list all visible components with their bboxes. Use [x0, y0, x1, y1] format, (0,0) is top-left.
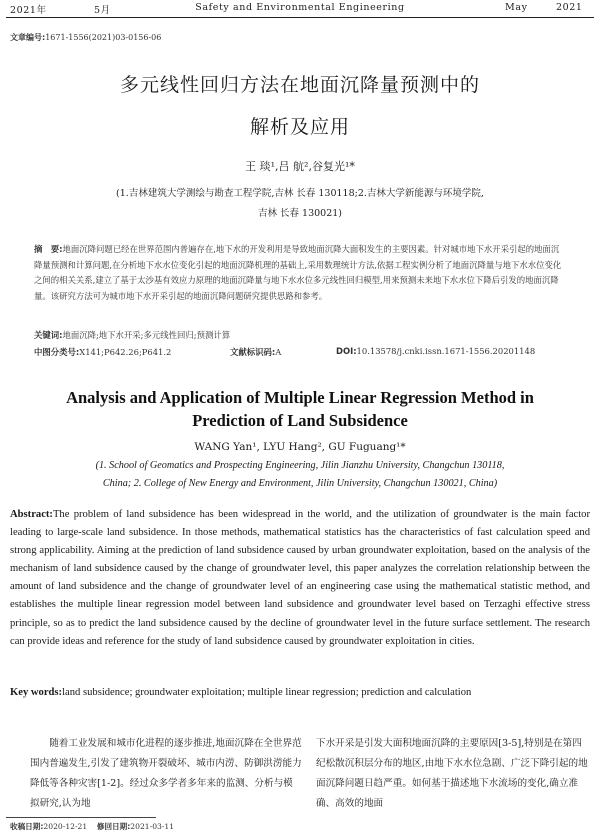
authors-en: WANG Yan¹, LYU Hang², GU Fuguang¹*	[194, 441, 406, 453]
keywords-cn-text: 地面沉降;地下水开采;多元线性回归;预测计算	[62, 330, 231, 340]
clc-value: X141;P642.26;P641.2	[79, 347, 172, 357]
footnote-dates	[10, 821, 174, 832]
affiliation-en-line2-text: China; 2. College of New Energy and Environment, Jilin University, Changchun 130021, China)	[102, 478, 498, 489]
keywords-en	[10, 687, 600, 698]
title-cn-line1: 多元线性回归方法在地面沉降量预测中的	[119, 74, 480, 96]
body-right-column: 下水开采是引发大面积地面沉降的主要原因[3-5],特别是在第四纪松散沉积层分布的地区,由地下水水位急剧、广泛下降引起的地面沉降问题日趋严重。如何基于描述地下水流场的变化,确立准确、高效的地面	[316, 738, 588, 809]
affiliation-en-line1	[0, 460, 600, 471]
running-header	[6, 2, 594, 16]
title-en-line1: Analysis and Application of Multiple Linear Regression Method in	[66, 388, 534, 407]
header-journal: Safety and Environmental Engineering	[195, 2, 405, 13]
keywords-en-text: land subsidence; groundwater exploitation; multiple linear regression; prediction and calculation	[62, 687, 472, 698]
header-year-en: 2021	[556, 2, 583, 13]
body-left-column: 随着工业发展和城市化进程的逐步推进,地面沉降在全世界范围内普遍发生,引发了建筑物开裂破坏、城市内涝、防御洪涝能力降低等各种灾害[1-2]。经过众多学者多年来的监测、分析与模拟研究,认为地	[30, 738, 302, 809]
classification-line	[34, 346, 574, 358]
article-number	[10, 32, 161, 43]
abstract-cn-label: 摘 要:	[34, 244, 63, 254]
affiliation-cn-line1: (1.吉林建筑大学测绘与勘查工程学院,吉林 长春 130118;2.吉林大学新能源与环境学院,	[116, 188, 484, 199]
title-en-line2: Prediction of Land Subsidence	[192, 411, 408, 430]
revised-value: 2021-03-11	[130, 822, 175, 831]
article-number-label: 文章编号:	[10, 33, 46, 42]
header-month: 5月	[94, 5, 111, 16]
abstract-cn-text: 地面沉降问题已经在世界范围内普遍存在,地下水的开发利用是导致地面沉降大面积发生的主要因素。针对城市地下水开采引起的地面沉降量预测和计算问题,在分析地下水水位变化引起的地面沉降机理的基础上,采用数理统计方法,依据工程实例分析了地面沉降量与地下水水位变化之间的相关关系,建立了基于太沙基有效应力原理的地面沉降量与地下水水位多元线性回归模型,用来预测未来地下水水位下降后引发的地面沉降量。该研究方法可为城市地下水开采引起的地面沉降问题研究提供思路和参考。	[34, 244, 562, 301]
abstract-en-text: The problem of land subsidence has been widespread in the world, and the utilization of groundwater is the main factor leading to large-scale land subsidence. In those methods, mathematical statistics has the characteristics of fast calculation speed and strong applicability. Aiming at the prediction of land subsidence caused by urban groundwater exploitation, based on the analysis of the mechanism of land subsidence caused by the change of groundwater level, this paper analyzes the correlation relationship between the amount of land subsidence and the change of groundwater level of an engineering case using the mathematical statistic method, and establishes the multiple linear regression model between land subsidence and groundwater level based on Terzaghi effective stress principle, so as to predict the land subsidence caused by the decline of groundwater level in the future surface settlement. The research can provide ideas and reference for the study of land subsidence caused by groundwater exploitation in cities.	[10, 509, 590, 647]
doc-code-label: 文献标识码:	[230, 347, 276, 357]
received-value: 2020-12-21	[43, 822, 88, 831]
revised-label: 修回日期:	[96, 822, 131, 831]
affiliation-en-line2	[0, 478, 600, 489]
header-month-en: May	[505, 2, 528, 13]
received-label: 收稿日期:	[10, 822, 44, 831]
abstract-cn	[34, 242, 566, 304]
abstract-en-label: Abstract:	[10, 509, 53, 520]
abstract-en	[10, 506, 590, 651]
header-year: 2021年	[10, 5, 47, 16]
article-number-value: 1671-1556(2021)03-0156-06	[45, 33, 162, 42]
footnote-rule	[6, 817, 156, 818]
doi-label: DOI:	[336, 346, 357, 356]
authors-cn: 王 琰¹,吕 航²,谷复光¹*	[245, 160, 355, 173]
doi-value: 10.13578/j.cnki.issn.1671-1556.20201148	[356, 346, 536, 356]
affiliation-cn-line2: 吉林 长春 130021)	[257, 208, 342, 219]
keywords-en-label: Key words:	[10, 687, 63, 698]
affiliation-en-line1-text: (1. School of Geomatics and Prospecting Engineering, Jilin Jianzhu University, Changchun 130118,	[95, 460, 505, 471]
clc-label: 中图分类号:	[34, 347, 80, 357]
keywords-cn-label: 关键词:	[34, 330, 63, 340]
header-rule	[6, 17, 594, 18]
doc-code-value: A	[275, 347, 282, 357]
keywords-cn	[34, 329, 230, 341]
title-cn-line2: 解析及应用	[249, 116, 350, 138]
